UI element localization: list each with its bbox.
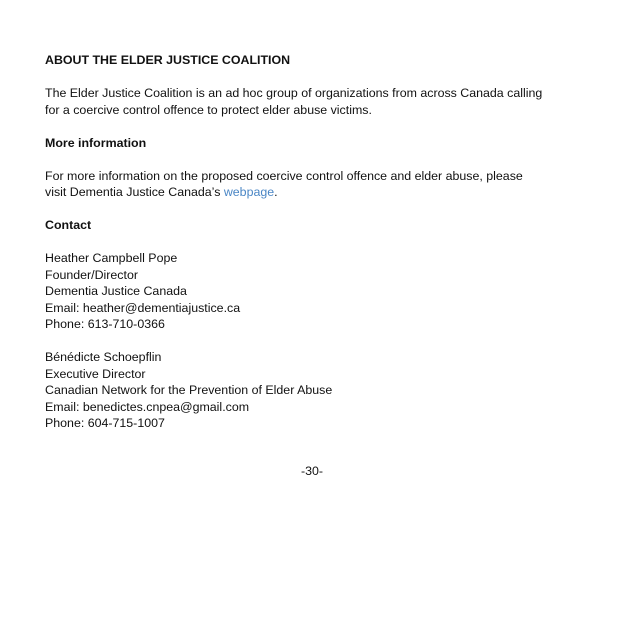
contact-title: Founder/Director (45, 267, 138, 282)
more-info-text: visit Dementia Justice Canada’s (45, 185, 224, 199)
more-info-paragraph (45, 168, 585, 201)
webpage-link[interactable]: webpage (223, 185, 275, 199)
contact-heading: Contact (45, 218, 92, 232)
page-number: -30- (300, 464, 324, 478)
more-info-line: For more information on the proposed coercive control offence and elder abuse, please (45, 168, 523, 183)
contact-phone: Phone: 604-715-1007 (45, 416, 165, 430)
spacer (45, 333, 585, 350)
contact-name: Bénédicte Schoepflin (45, 350, 162, 364)
more-info-line (45, 184, 585, 201)
contact-block (45, 250, 585, 333)
about-paragraph (45, 85, 585, 118)
document-page (45, 52, 585, 432)
spacer (45, 118, 585, 135)
spacer (45, 234, 585, 251)
contact-email: Email: benedictes.cnpea@gmail.com (45, 399, 250, 414)
more-info-period: . (274, 185, 278, 199)
spacer (45, 151, 585, 168)
spacer (45, 69, 585, 86)
contact-organization: Dementia Justice Canada (45, 284, 187, 298)
contact-title: Executive Director (45, 366, 146, 381)
about-line: The Elder Justice Coalition is an ad hoc group of organizations from across Canada calling (45, 86, 543, 100)
contact-phone: Phone: 613-710-0366 (45, 317, 165, 331)
contact-name: Heather Campbell Pope (45, 251, 178, 265)
about-line: for a coercive control offence to protect elder abuse victims. (45, 102, 372, 117)
contact-email: Email: heather@dementiajustice.ca (45, 300, 241, 315)
more-info-heading: More information (45, 135, 147, 150)
document-title: ABOUT THE ELDER JUSTICE COALITION (45, 53, 291, 67)
contact-organization: Canadian Network for the Prevention of Elder Abuse (45, 383, 333, 397)
spacer (45, 201, 585, 218)
contact-block (45, 349, 585, 432)
